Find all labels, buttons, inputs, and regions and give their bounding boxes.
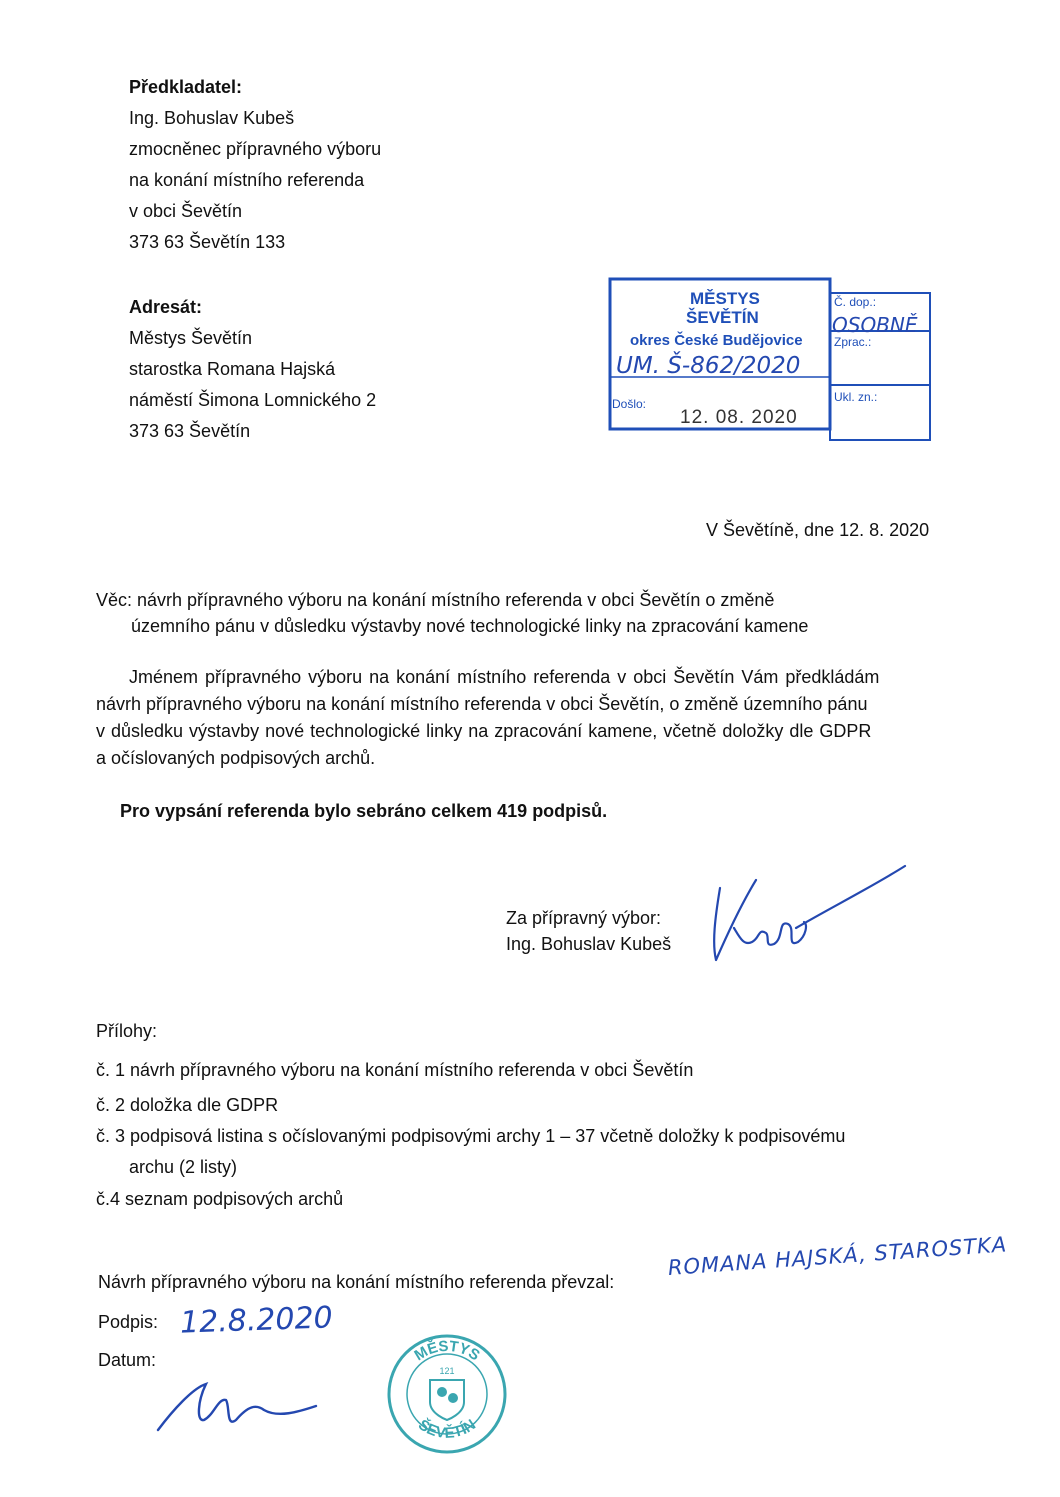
stamp-title: MĚSTYS (690, 289, 760, 308)
place-date: V Ševětíně, dne 12. 8. 2020 (706, 520, 930, 540)
addressee-line: 373 63 Ševětín (129, 421, 251, 441)
attachment-item: č. 2 doložka dle GDPR (96, 1095, 279, 1115)
stamp-zprac-label: Zprac.: (834, 335, 872, 349)
stamp-ukl-label: Ukl. zn.: (834, 390, 878, 404)
registry-stamp (608, 277, 934, 443)
subject-line: Věc: návrh přípravného výboru na konání místního referenda v obci Ševětín o změně (96, 590, 775, 610)
addressee-line: náměstí Šimona Lomnického 2 (129, 390, 377, 410)
sender-block (129, 72, 381, 258)
receipt-taken-handwritten: ROMANA HAJSKÁ, STAROSTKA (667, 1232, 1008, 1280)
receipt-handwritten-date: 12.8.2020 (179, 1300, 334, 1341)
attachment-item: č. 3 podpisová listina s očíslovanými podpisovými archy 1 – 37 včetně doložky k podpisovému (96, 1126, 846, 1146)
signature-block-line: Za přípravný výbor: (506, 908, 662, 928)
body-line: a očíslovaných podpisových archů. (96, 748, 376, 768)
addressee-block (129, 292, 376, 447)
round-stamp-year: 121 (439, 1366, 455, 1376)
stamp-ref-number: UM. Š-862/2020 (616, 353, 801, 379)
stamp-cdop-label: Č. dop.: (834, 295, 877, 309)
receipt-signature-label: Podpis: (98, 1312, 159, 1332)
sender-heading: Předkladatel: (129, 77, 243, 97)
body-line: návrh přípravného výboru na konání místního referenda v obci Ševětín, o změně územního pánu (96, 694, 868, 714)
stamp-doslo-label: Došlo: (612, 397, 647, 411)
sender-line: na konání místního referenda (129, 170, 365, 190)
attachment-item: č.4 seznam podpisových archů (96, 1189, 344, 1209)
attachment-item: archu (2 listy) (129, 1157, 238, 1177)
sender-line: 373 63 Ševětín 133 (129, 232, 286, 252)
addressee-line: starostka Romana Hajská (129, 359, 336, 379)
signature-hajska (148, 1370, 348, 1450)
addressee-heading: Adresát: (129, 297, 203, 317)
round-stamp-top-text: MĚSTYS (411, 1337, 483, 1365)
signature-block-line: Ing. Bohuslav Kubeš (506, 934, 672, 954)
stamp-cdop-value: OSOBNĚ (832, 313, 918, 337)
attachment-item: č. 1 návrh přípravného výboru na konání místního referenda v obci Ševětín (96, 1060, 694, 1080)
stamp-district: okres České Budějovice (630, 332, 803, 349)
stamp-doslo-date: 12. 08. 2020 (680, 407, 798, 428)
signatures-count-sentence: Pro vypsání referenda bylo sebráno celkem 419 podpisů. (120, 801, 608, 821)
stamp-name: ŠEVĚTÍN (686, 308, 759, 327)
addressee-line: Městys Ševětín (129, 328, 253, 348)
coat-of-arms-icon (430, 1380, 464, 1420)
signature-kubes (700, 858, 910, 968)
sender-line: zmocněnec přípravného výboru (129, 139, 382, 159)
round-municipal-stamp (382, 1328, 512, 1458)
body-line: Jménem přípravného výboru na konání místního referenda v obci Ševětín Vám předkládám (129, 667, 880, 687)
sender-line: Ing. Bohuslav Kubeš (129, 108, 295, 128)
round-stamp-bottom-text: ŠEVĚTÍN (415, 1416, 479, 1442)
attachments-heading: Přílohy: (96, 1021, 158, 1041)
receipt-taken-label: Návrh přípravného výboru na konání místního referenda převzal: (98, 1272, 615, 1292)
sender-line: v obci Ševětín (129, 201, 243, 221)
body-line: v důsledku výstavby nové technologické linky na zpracování kamene, včetně doložky dle GDPR (96, 721, 872, 741)
receipt-date-label: Datum: (98, 1350, 157, 1370)
subject-line: územního pánu v důsledku výstavby nové technologické linky na zpracování kamene (131, 616, 809, 636)
